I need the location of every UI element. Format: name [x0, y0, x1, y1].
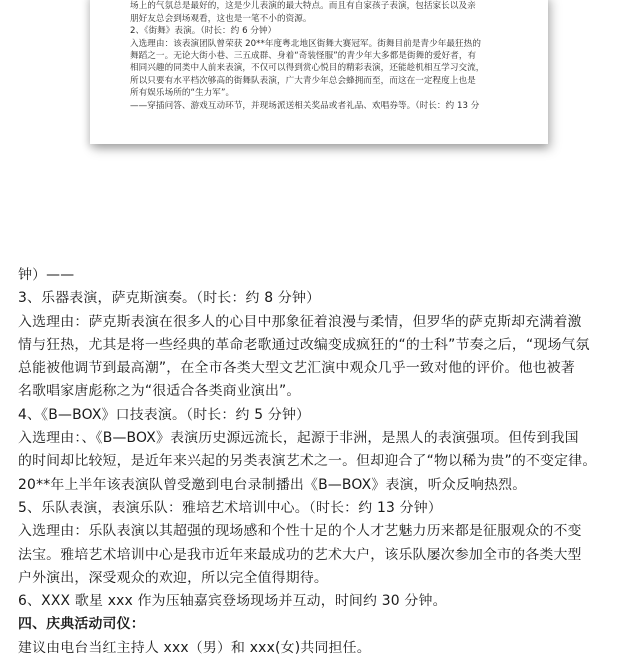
thumbnail-line: 场上的气氛总是最好的，这是少儿表演的最大特点。而且有自家孩子表演，包括家长以及亲: [130, 0, 540, 12]
body-line: 钟）——: [18, 264, 628, 287]
thumbnail-line: 相同兴趣的同类中人前来表演，不仅可以得到赏心悦目的精彩表演，还能趁机相互学习交流，: [130, 62, 540, 74]
section-heading: 3、乐器表演，萨克斯演奏。（时长：约 8 分钟）: [18, 287, 628, 310]
section-heading: 4、《B—BOX》口技表演。（时长：约 5 分钟）: [18, 404, 628, 427]
body-line: 入选理由：萨克斯表演在很多人的心目中那象征着浪漫与柔情，但罗华的萨克斯却充满着激: [18, 311, 628, 334]
thumbnail-line: 入选理由：该表演团队曾荣获 20**年度粤北地区街舞大赛冠军。街舞目前是青少年最狂热的: [130, 38, 540, 50]
body-line: 法宝。雅培艺术培训中心是我市近年来最成功的艺术大户，该乐队屡次参加全市的各类大型: [18, 544, 628, 567]
document-body: [18, 264, 628, 660]
thumbnail-line: 2、《街舞》表演。（时长：约 6 分钟）: [130, 25, 540, 37]
body-line: 入选理由：乐队表演以其超强的现场感和个性十足的个人才艺魅力历来都是征服观众的不变: [18, 520, 628, 543]
page-thumbnail-text: [130, 0, 540, 112]
body-line: 建议由电台当红主持人 xxx（男）和 xxx(女)共同担任。: [18, 637, 628, 660]
body-line: 情与狂热，尤其是将一些经典的革命老歌通过改编变成疯狂的“的士科”节奏之后，“现场气氛: [18, 334, 628, 357]
chapter-heading: 四、庆典活动司仪：: [18, 613, 628, 636]
body-line: 的时间却比较短，是近年来兴起的另类表演艺术之一。但却迎合了“物以稀为贵”的不变定律。: [18, 450, 628, 473]
body-line: 6、XXX 歌星 xxx 作为压轴嘉宾登场现场并互动，时间约 30 分钟。: [18, 590, 628, 613]
section-heading: 5、乐队表演，表演乐队：雅培艺术培训中心。（时长：约 13 分钟）: [18, 497, 628, 520]
thumbnail-line: 所有娱乐场所的“生力军”。: [130, 87, 540, 99]
body-line: 总能被他调节到最高潮”，在全市各类大型文艺汇演中观众几乎一致对他的评价。他也被著: [18, 357, 628, 380]
body-line: 20**年上半年该表演队曾受邀到电台录制播出《B—BOX》表演，听众反响热烈。: [18, 474, 628, 497]
thumbnail-line: 舞蹈之一。无论大街小巷、三五成群、身着“奇装怪服”的青少年大多都是街舞的爱好者，有: [130, 50, 540, 62]
body-line: 名歌唱家唐彪称之为“很适合各类商业演出”。: [18, 380, 628, 403]
thumbnail-line: 朋好友总会到场观看，这也是一笔不小的资源。: [130, 13, 540, 25]
page-thumbnail: [90, 0, 548, 144]
thumbnail-line: ——穿插问答、游戏互动环节，并现场派送相关奖品或者礼品、欢唱券等。（时长：约 13 分: [130, 100, 540, 112]
body-line: 入选理由：、《B—BOX》表演历史源远流长，起源于非洲，是黑人的表演强项。但传到我国: [18, 427, 628, 450]
thumbnail-line: 所以只要有水平档次够高的街舞队表演，广大青少年总会蜂拥而至，而这在一定程度上也是: [130, 75, 540, 87]
body-line: 户外演出，深受观众的欢迎，所以完全值得期待。: [18, 567, 628, 590]
